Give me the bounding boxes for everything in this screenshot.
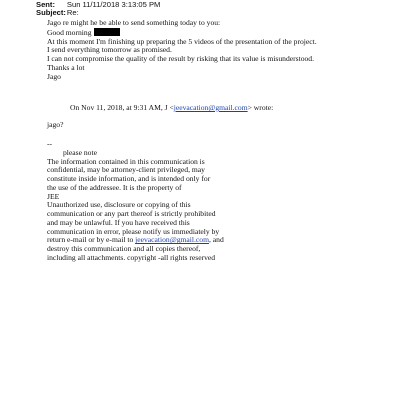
subject-row xyxy=(36,8,79,17)
message-line: Jago re might he be able to send something today to you: xyxy=(47,18,221,27)
signature-line: Jago xyxy=(47,71,61,81)
message-body xyxy=(47,19,317,81)
disclaimer-line: The information contained in this communication is xyxy=(47,156,205,166)
disclaimer-line: including all attachments. copyright -all rights reserved xyxy=(47,252,216,262)
disclaimer-line: the use of the addressee. It is the property of xyxy=(47,182,182,192)
sent-label: Sent: xyxy=(36,0,55,9)
disclaimer-dashes: -- xyxy=(47,139,53,148)
disclaimer-line: communication in error, please notify us immediately by xyxy=(47,226,220,236)
disclaimer-email-link[interactable]: jeevacation@gmail.com xyxy=(135,235,209,245)
disclaimer-line: and may be unlawful. If you have received this xyxy=(47,217,190,227)
disclaimer xyxy=(47,140,224,263)
redaction-block xyxy=(94,28,120,36)
quoted-header xyxy=(70,103,273,112)
quoted-prefix: On Nov 11, 2018, at 9:31 AM, J < xyxy=(70,103,174,112)
message-line: I can not compromise the quality of the result by risking that its value is misunderstood. xyxy=(47,54,315,63)
disclaimer-line: communication or any part thereof is strictly prohibited xyxy=(47,209,216,218)
message-line: I send everything tomorrow as promised. xyxy=(47,45,172,55)
message-line: At this moment I'm finishing up preparing the 5 videos of the presentation of the project. xyxy=(47,36,317,46)
disclaimer-line: constitute inside information, and is intended only for xyxy=(47,174,211,183)
greeting-text: Good morning xyxy=(47,27,92,37)
disclaimer-email-prefix: return e-mail or by e-mail to xyxy=(47,235,136,245)
message-line: Thanks a lot xyxy=(47,62,85,72)
disclaimer-line: Unauthorized use, disclosure or copying of this xyxy=(47,200,191,210)
quoted-body-text: jago? xyxy=(47,120,64,129)
subject-value: Re: xyxy=(66,8,79,17)
disclaimer-line: destroy this communication and all copies thereof, xyxy=(47,244,201,253)
quoted-suffix: > wrote: xyxy=(247,103,274,112)
sent-value: Sun 11/11/2018 3:13:05 PM xyxy=(66,0,161,9)
quoted-email-link[interactable]: jeevacation@gmail.com xyxy=(173,103,248,112)
subject-label: Subject: xyxy=(36,8,66,17)
disclaimer-line: confidential, may be attorney-client privileged, may xyxy=(47,165,205,175)
quoted-body xyxy=(47,121,63,130)
disclaimer-email-suffix: , and xyxy=(208,235,224,245)
disclaimer-line: please note xyxy=(63,147,97,157)
disclaimer-line: JEE xyxy=(47,191,60,201)
